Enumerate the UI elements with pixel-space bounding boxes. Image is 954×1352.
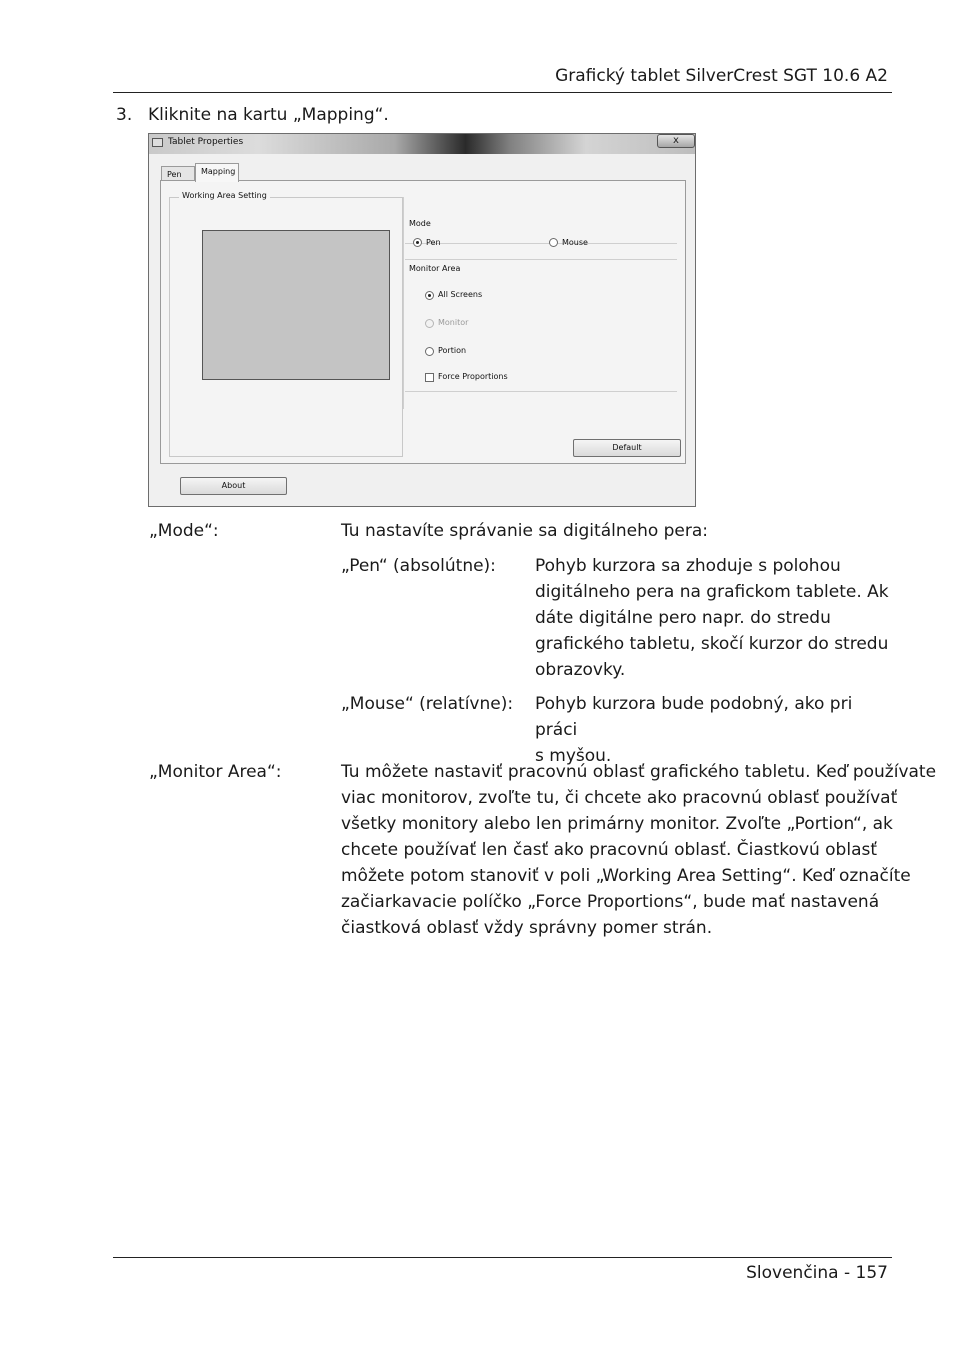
portion-label: Portion [438,346,467,355]
monitor-line: všetky monitory alebo len primárny monitor. Zvoľte „Portion“, ak [341,814,893,834]
close-button[interactable] [657,134,695,148]
monitor-radio[interactable] [425,319,434,328]
pen-term: „Pen“ (absolútne): [341,556,496,576]
mode-mouse-label: Mouse [562,238,588,247]
mouse-description [535,691,895,769]
working-area-label: Working Area Setting [179,191,270,200]
app-icon [152,138,163,147]
dialog-title: Tablet Properties [168,137,244,147]
default-button[interactable]: Default [573,439,681,457]
mode-term: „Mode“: [149,521,219,541]
tablet-properties-dialog [148,133,696,507]
mode-mouse-radio[interactable] [549,238,558,247]
page-footer: Slovenčina - 157 [746,1263,888,1283]
monitor-line: začiarkavacie políčko „Force Proportions“, bude mať nastavená [341,892,880,912]
step-instruction [116,105,389,125]
footer-rule [113,1257,892,1258]
mode-bottom-line [405,259,677,260]
page-header-title: Grafický tablet SilverCrest SGT 10.6 A2 [555,66,888,86]
mode-label: Mode [409,219,431,228]
monitor-line: viac monitorov, zvoľte tu, či chcete ako pracovnú oblasť používať [341,788,898,808]
mouse-line: Pohyb kurzora bude podobný, ako pri práci [535,694,853,740]
mouse-term: „Mouse“ (relatívne): [341,694,514,714]
monitor-label: Monitor [438,318,469,327]
monitor-bottom-line [405,391,677,392]
about-button[interactable]: About [180,477,287,495]
force-proportions-label: Force Proportions [438,372,508,381]
vertical-divider [403,197,404,409]
close-icon: x [673,135,679,146]
monitor-line: chcete používať len časť ako pracovnú oblasť. Čiastkovú oblasť [341,840,878,860]
tab-mapping[interactable]: Mapping [195,163,239,182]
pen-line: grafického tabletu, skočí kurzor do stredu [535,634,889,654]
pen-line: obrazovky. [535,660,626,680]
all-screens-radio[interactable] [425,291,434,300]
dialog-titlebar [149,134,695,154]
pen-line: dáte digitálne pero napr. do stredu [535,608,831,628]
mode-pen-radio[interactable] [413,238,422,247]
pen-description [535,553,895,683]
mode-intro: Tu nastavíte správanie sa digitálneho pera: [341,521,709,541]
portion-radio[interactable] [425,347,434,356]
monitor-line: čiastková oblasť vždy správny pomer strán. [341,918,713,938]
monitor-area-term: „Monitor Area“: [149,762,282,782]
step-number: 3. [116,105,133,125]
tab-pen[interactable]: Pen [161,166,195,182]
mouse-line: s myšou. [535,746,612,766]
monitor-line: Tu môžete nastaviť pracovnú oblasť grafického tabletu. Keď používate [341,762,937,782]
header-rule [113,92,892,93]
pen-line: digitálneho pera na grafickom tablete. Ak [535,582,889,602]
mapping-tab-panel [160,180,686,464]
mode-separator [405,243,677,244]
working-area-preview[interactable] [202,230,390,380]
pen-line: Pohyb kurzora sa zhoduje s polohou [535,556,841,576]
force-proportions-checkbox[interactable] [425,373,434,382]
step-text: Kliknite na kartu „Mapping“. [148,105,389,125]
monitor-area-label: Monitor Area [409,264,461,273]
monitor-area-description [341,759,937,941]
all-screens-label: All Screens [438,290,483,299]
working-area-groupbox [169,197,403,457]
mode-pen-label: Pen [426,238,441,247]
monitor-line: môžete potom stanoviť v poli „Working Area Setting“. Keď označíte [341,866,911,886]
